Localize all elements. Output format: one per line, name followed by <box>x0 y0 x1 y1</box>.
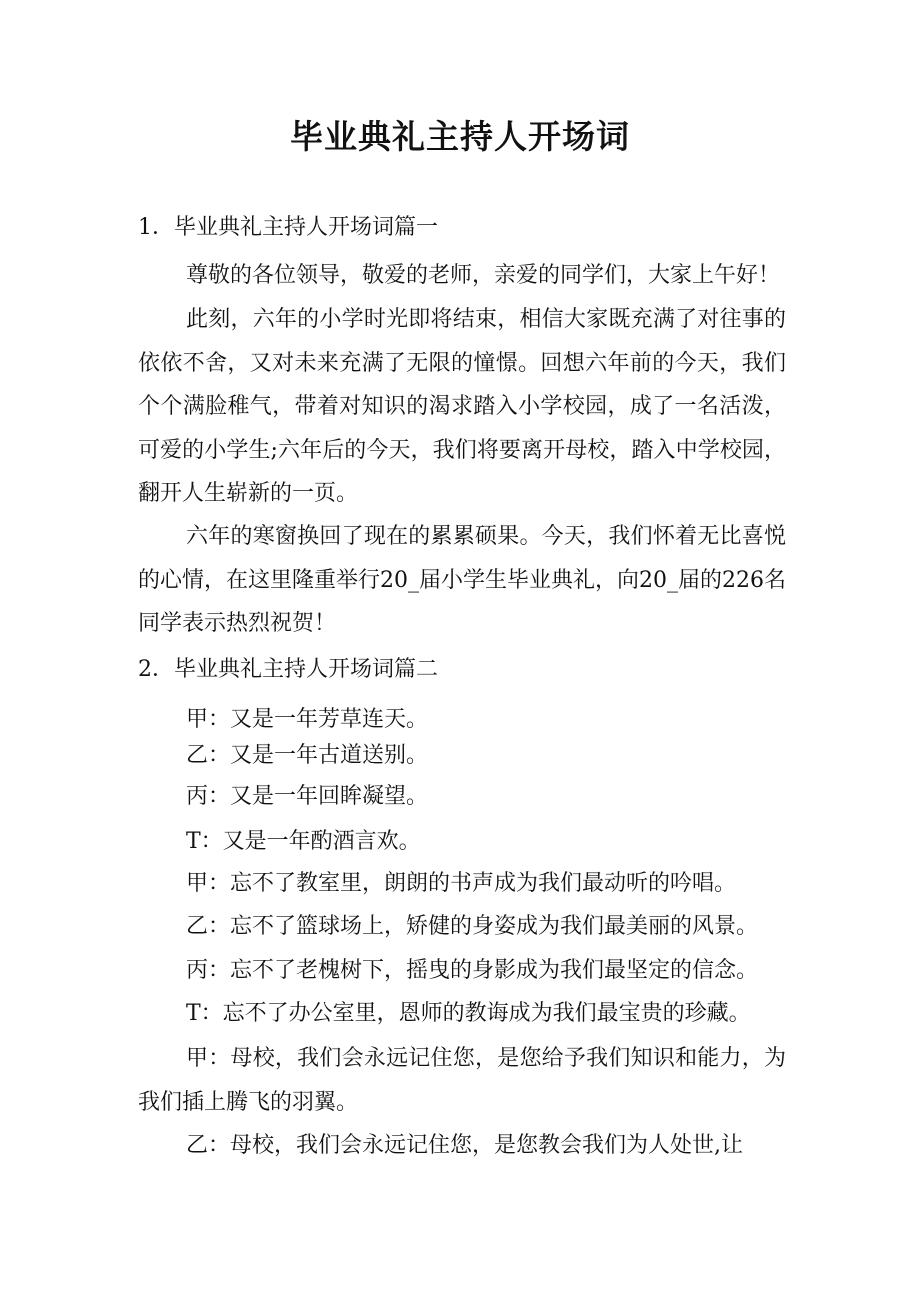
section-1-paragraph-3: 六年的寒窗换回了现在的累累硕果。今天，我们怀着无比喜悦的心情，在这里隆重举行20_届小学生毕业典礼，向20_届的226名同学表示热烈祝贺！ <box>138 524 786 636</box>
document-title: 毕业典礼主持人开场词 <box>290 117 630 156</box>
dialogue-line: 丙：又是一年回眸凝望。 <box>186 784 429 809</box>
section-1-paragraph-2: 此刻，六年的小学时光即将结束，相信大家既充满了对往事的依依不舍，又对未来充满了无限的憧憬。回想六年前的今天，我们个个满脸稚气，带着对知识的渴求踏入小学校园，成了一名活泼，可爱的小学生;六年后的今天，我们将要离开母校，踏入中学校园，翻开人生崭新的一页。 <box>138 307 786 506</box>
section-1-paragraph-1: 尊敬的各位领导，敬爱的老师，亲爱的同学们，大家上午好！ <box>186 263 781 288</box>
dialogue-line: 乙：忘不了篮球场上，矫健的身姿成为我们最美丽的风景。 <box>186 914 759 939</box>
section-2-heading: 2．毕业典礼主持人开场词篇二 <box>138 657 438 682</box>
dialogue-line: 丙：忘不了老槐树下，摇曳的身影成为我们最坚定的信念。 <box>186 958 759 983</box>
dialogue-paragraph-2: 乙：母校，我们会永远记住您，是您教会我们为人处世,让 <box>186 1133 743 1158</box>
dialogue-line: 甲：又是一年芳草连天。 <box>186 707 429 732</box>
dialogue-line: T：又是一年酌酒言欢。 <box>186 829 421 854</box>
dialogue-paragraph-1: 甲：母校，我们会永远记住您，是您给予我们知识和能力，为我们插上腾飞的羽翼。 <box>138 1046 786 1115</box>
dialogue-line: 甲：忘不了教室里，朗朗的书声成为我们最动听的吟唱。 <box>186 871 737 896</box>
section-1-heading: 1．毕业典礼主持人开场词篇一 <box>138 215 438 240</box>
dialogue-line: T：忘不了办公室里，恩师的教诲成为我们最宝贵的珍藏。 <box>186 1001 751 1026</box>
dialogue-line: 乙：又是一年古道送别。 <box>186 743 429 768</box>
